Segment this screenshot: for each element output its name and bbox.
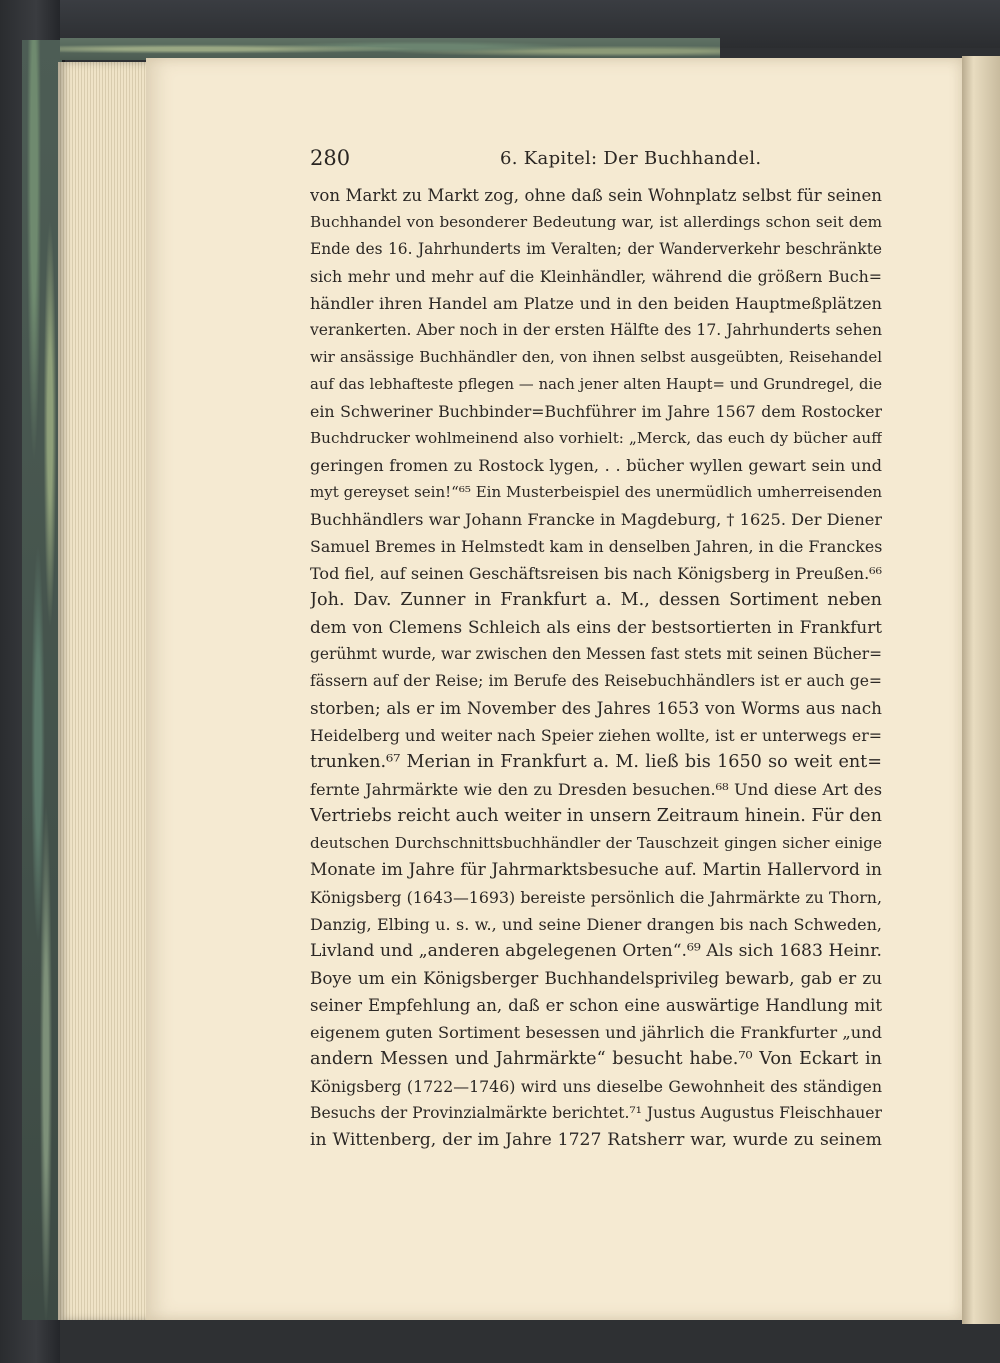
text-line: trunken.⁶⁷ Merian in Frankfurt a. M. ließ bis 1650 so weit ent= [310, 752, 882, 772]
page-edges [58, 62, 150, 1320]
page-number: 280 [310, 146, 351, 170]
text-line: fernte Jahrmärkte wie den zu Dresden besuchen.⁶⁸ Und diese Art des [310, 780, 882, 799]
text-line: myt gereyset sein!“⁶⁵ Ein Musterbeispiel des unermüdlich umherreisenden [310, 483, 882, 501]
text-line: Joh. Dav. Zunner in Frankfurt a. M., dessen Sortiment neben [310, 590, 882, 610]
text-line: Danzig, Elbing u. s. w., und seine Diener drangen bis nach Schweden, [310, 915, 882, 934]
text-line: eigenem guten Sortiment besessen und jährlich die Frankfurter „und [310, 1023, 882, 1042]
text-line: gerühmt wurde, war zwischen den Messen fast stets mit seinen Bücher= [310, 645, 882, 663]
running-header [310, 146, 882, 174]
text-line: ein Schweriner Buchbinder=Buchführer im Jahre 1567 dem Rostocker [310, 402, 882, 421]
text-line: Boye um ein Königsberger Buchhandelsprivileg bewarb, gab er zu [310, 968, 882, 988]
body-text [310, 182, 882, 1154]
text-line: Königsberg (1643—1693) bereiste persönlich die Jahrmärkte zu Thorn, [310, 888, 882, 907]
marbled-binding-top [60, 38, 720, 60]
text-line: Besuchs der Provinzialmärkte berichtet.⁷¹ Justus Augustus Fleischhauer [310, 1104, 882, 1122]
text-line: Vertriebs reicht auch weiter in unsern Zeitraum hinein. Für den [310, 806, 882, 826]
text-line: sich mehr und mehr auf die Kleinhändler, während die größern Buch= [310, 267, 882, 286]
text-line: Samuel Bremes in Helmstedt kam in denselben Jahren, in die Franckes [310, 537, 882, 556]
text-line: geringen fromen zu Rostock lygen, . . bücher wyllen gewart sein und [310, 456, 882, 475]
text-line: fässern auf der Reise; im Berufe des Reisebuchhändlers ist er auch ge= [310, 672, 882, 690]
text-line: Königsberg (1722—1746) wird uns dieselbe Gewohnheit des ständigen [310, 1077, 882, 1096]
text-line: Buchdrucker wohlmeinend also vorhielt: „Merck, das euch dy bücher auff [310, 429, 882, 447]
text-line: wir ansässige Buchhändler den, von ihnen selbst ausgeübten, Reisehandel [310, 348, 882, 366]
text-line: deutschen Durchschnittsbuchhändler der Tauschzeit gingen sicher einige [310, 834, 882, 852]
facing-page-edge [962, 56, 1000, 1324]
text-line: verankerten. Aber noch in der ersten Hälfte des 17. Jahrhunderts sehen [310, 321, 882, 339]
text-line: storben; als er im November des Jahres 1653 von Worms aus nach [310, 698, 882, 718]
text-line: Buchhandel von besonderer Bedeutung war, ist allerdings schon seit dem [310, 213, 882, 231]
text-line: in Wittenberg, der im Jahre 1727 Ratsherr war, wurde zu seinem [310, 1130, 882, 1150]
text-line: seiner Empfehlung an, daß er schon eine auswärtige Handlung mit [310, 996, 882, 1015]
text-line: andern Messen und Jahrmärkte“ besucht habe.⁷⁰ Von Eckart in [310, 1049, 882, 1069]
text-line: Monate im Jahre für Jahrmarktsbesuche auf. Martin Hallervord in [310, 860, 882, 880]
text-line: Buchhändlers war Johann Francke in Magdeburg, † 1625. Der Diener [310, 510, 882, 529]
text-line: von Markt zu Markt zog, ohne daß sein Wohnplatz selbst für seinen [310, 186, 882, 205]
text-line: Tod fiel, auf seinen Geschäftsreisen bis nach Königsberg in Preußen.⁶⁶ [310, 564, 882, 583]
text-line: Livland und „anderen abgelegenen Orten“.⁶⁹ Als sich 1683 Heinr. [310, 941, 882, 961]
text-line: dem von Clemens Schleich als eins der bestsortierten in Frankfurt [310, 617, 882, 637]
running-title: 6. Kapitel: Der Buchhandel. [500, 148, 762, 169]
text-line: auf das lebhafteste pflegen — nach jener alten Haupt= und Grundregel, die [310, 376, 882, 393]
text-line: Ende des 16. Jahrhunderts im Veralten; der Wanderverkehr beschränkte [310, 240, 882, 258]
text-line: händler ihren Handel am Platze und in den beiden Hauptmeßplätzen [310, 294, 882, 313]
text-line: Heidelberg und weiter nach Speier ziehen wollte, ist er unterwegs er= [310, 726, 882, 745]
